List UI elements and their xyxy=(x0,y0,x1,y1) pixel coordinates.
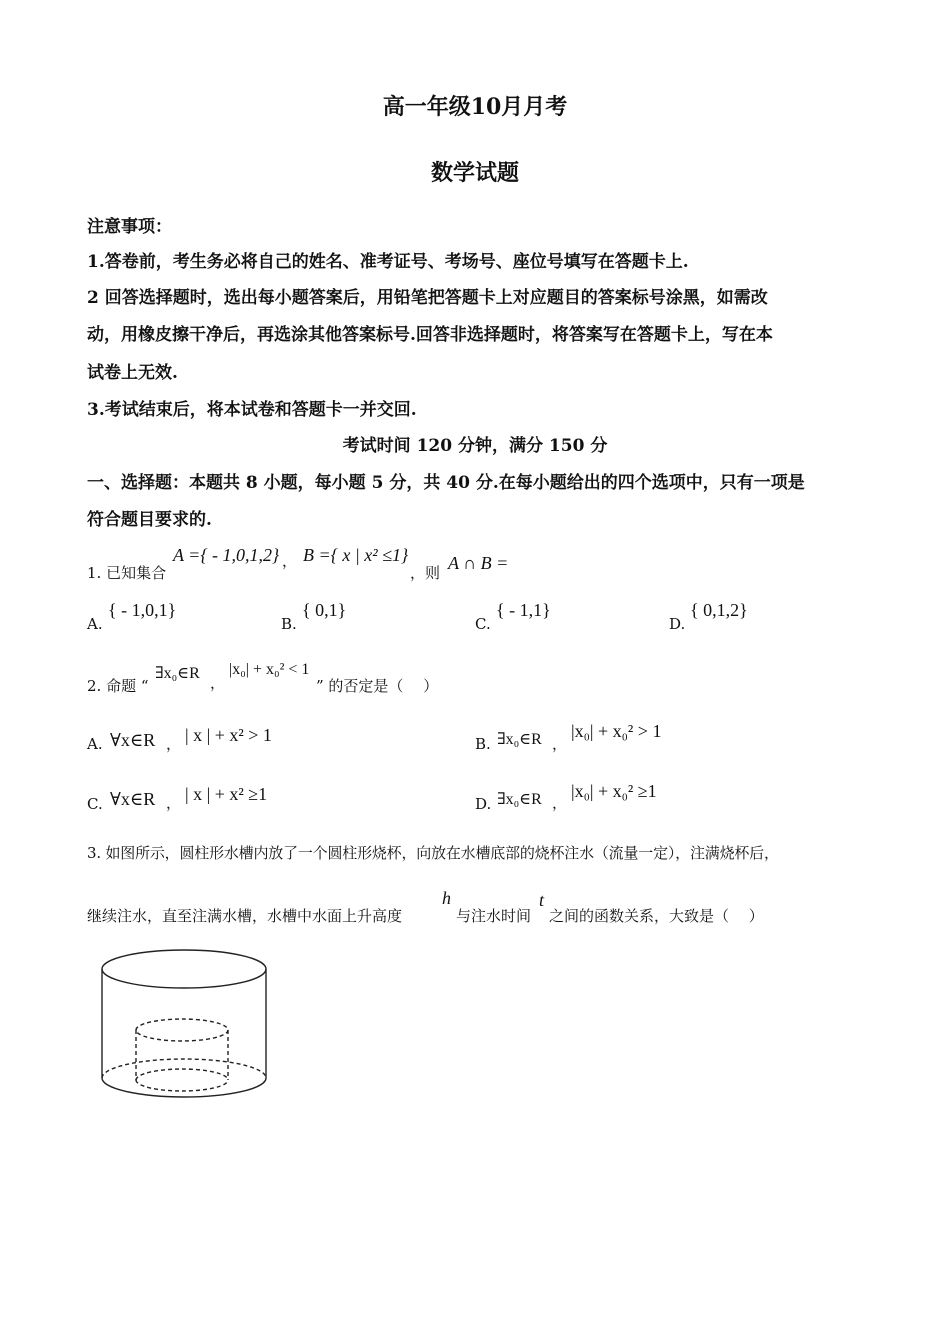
q2-prefix: 2. 命题 “ xyxy=(87,677,149,695)
q2-option-c-label: C. xyxy=(87,795,103,813)
q2-option-a-quantifier: ∀x∈R xyxy=(110,730,156,750)
q1-option-a-label: A. xyxy=(87,615,103,633)
q2-option-b-sep: ， xyxy=(552,735,568,753)
q1-option-d-label: D. xyxy=(669,615,686,633)
q1-set-b: B ={ x | x² ≤1} xyxy=(303,545,409,565)
q2-option-d-quantifier: ∃x₀∈R xyxy=(497,791,542,808)
notice-line-3: 3.考试结束后，将本试卷和答题卡一并交回. xyxy=(87,400,417,420)
notice-line-1: 1.答卷前，考生务必将自己的姓名、准考证号、考场号、座位号填写在答题卡上. xyxy=(87,252,689,272)
q2-suffix: ” 的否定是（ ） xyxy=(316,677,439,695)
q2-option-a-expr: | x | + x² > 1 xyxy=(185,725,272,745)
q2-option-d-sep: ， xyxy=(552,794,568,812)
q1-set-a: A ={ - 1,0,1,2} xyxy=(173,545,280,565)
q3-var-h: h xyxy=(442,888,451,908)
beaker-bottom-front xyxy=(136,1080,228,1091)
q2-option-a-sep: ， xyxy=(166,735,182,753)
q1-option-b-value: { 0,1} xyxy=(302,600,347,620)
beaker-top-ellipse xyxy=(136,1019,228,1041)
q2-option-b-quantifier: ∃x₀∈R xyxy=(497,731,542,748)
beaker-bottom-back xyxy=(136,1069,228,1080)
q3-line-2a: 继续注水，直至注满水槽，水槽中水面上升高度 xyxy=(87,907,403,925)
q1-option-d-value: { 0,1,2} xyxy=(690,600,748,620)
notice-line-2c: 试卷上无效. xyxy=(87,363,178,383)
q2-premise-expr: |x₀| + x₀² < 1 xyxy=(229,661,310,678)
q2-option-a-label: A. xyxy=(87,735,103,753)
tank-bottom-front xyxy=(102,1078,266,1097)
cylinder-tank-figure xyxy=(95,945,280,1105)
q1-option-c-label: C. xyxy=(475,615,491,633)
q1-suffix: ，则 xyxy=(410,564,441,582)
exam-info: 考试时间 120 分钟，满分 150 分 xyxy=(342,436,608,456)
q1-prefix: 1. 已知集合 xyxy=(87,564,167,582)
q2-option-c-quantifier: ∀x∈R xyxy=(110,789,156,809)
notice-line-2a: 2 回答选择题时，选出每小题答案后，用铅笔把答题卡上对应题目的答案标号涂黑，如需改 xyxy=(87,288,768,308)
q1-expr: A ∩ B = xyxy=(448,553,509,573)
q3-line-1: 3. 如图所示，圆柱形水槽内放了一个圆柱形烧杯，向放在水槽底部的烧杯注水（流量一定），注满烧杯后， xyxy=(87,844,779,862)
q2-option-d-expr: |x₀| + x₀² ≥1 xyxy=(571,781,657,801)
q3-line-2c: 之间的函数关系，大致是（ ） xyxy=(549,907,764,925)
q3-var-t: t xyxy=(539,890,545,910)
q2-option-d-label: D. xyxy=(475,795,492,813)
q2-option-c-sep: ， xyxy=(166,794,182,812)
notice-heading: 注意事项： xyxy=(87,217,172,237)
exam-title: 高一年级10月月考 xyxy=(382,94,568,120)
q2-comma: ， xyxy=(210,674,226,692)
q2-option-b-expr: |x₀| + x₀² > 1 xyxy=(571,721,662,741)
exam-subtitle: 数学试题 xyxy=(430,160,519,186)
section1-line-1: 一、选择题：本题共 8 小题，每小题 5 分，共 40 分.在每小题给出的四个选项中，只有一项是 xyxy=(87,473,805,493)
q2-option-b-label: B. xyxy=(475,735,491,753)
q1-comma: ， xyxy=(282,552,298,570)
notice-line-2b: 动，用橡皮擦干净后，再选涂其他答案标号.回答非选择题时，将答案写在答题卡上，写在本 xyxy=(87,325,773,345)
q1-option-c-value: { - 1,1} xyxy=(496,600,551,620)
q2-premise-quantifier: ∃x₀∈R xyxy=(155,665,200,682)
q1-option-b-label: B. xyxy=(281,615,297,633)
section1-line-2: 符合题目要求的. xyxy=(87,510,212,530)
tank-top-ellipse xyxy=(102,950,266,988)
q2-option-c-expr: | x | + x² ≥1 xyxy=(185,784,268,804)
q3-line-2b: 与注水时间 xyxy=(456,907,532,925)
q1-option-a-value: { - 1,0,1} xyxy=(108,600,177,620)
